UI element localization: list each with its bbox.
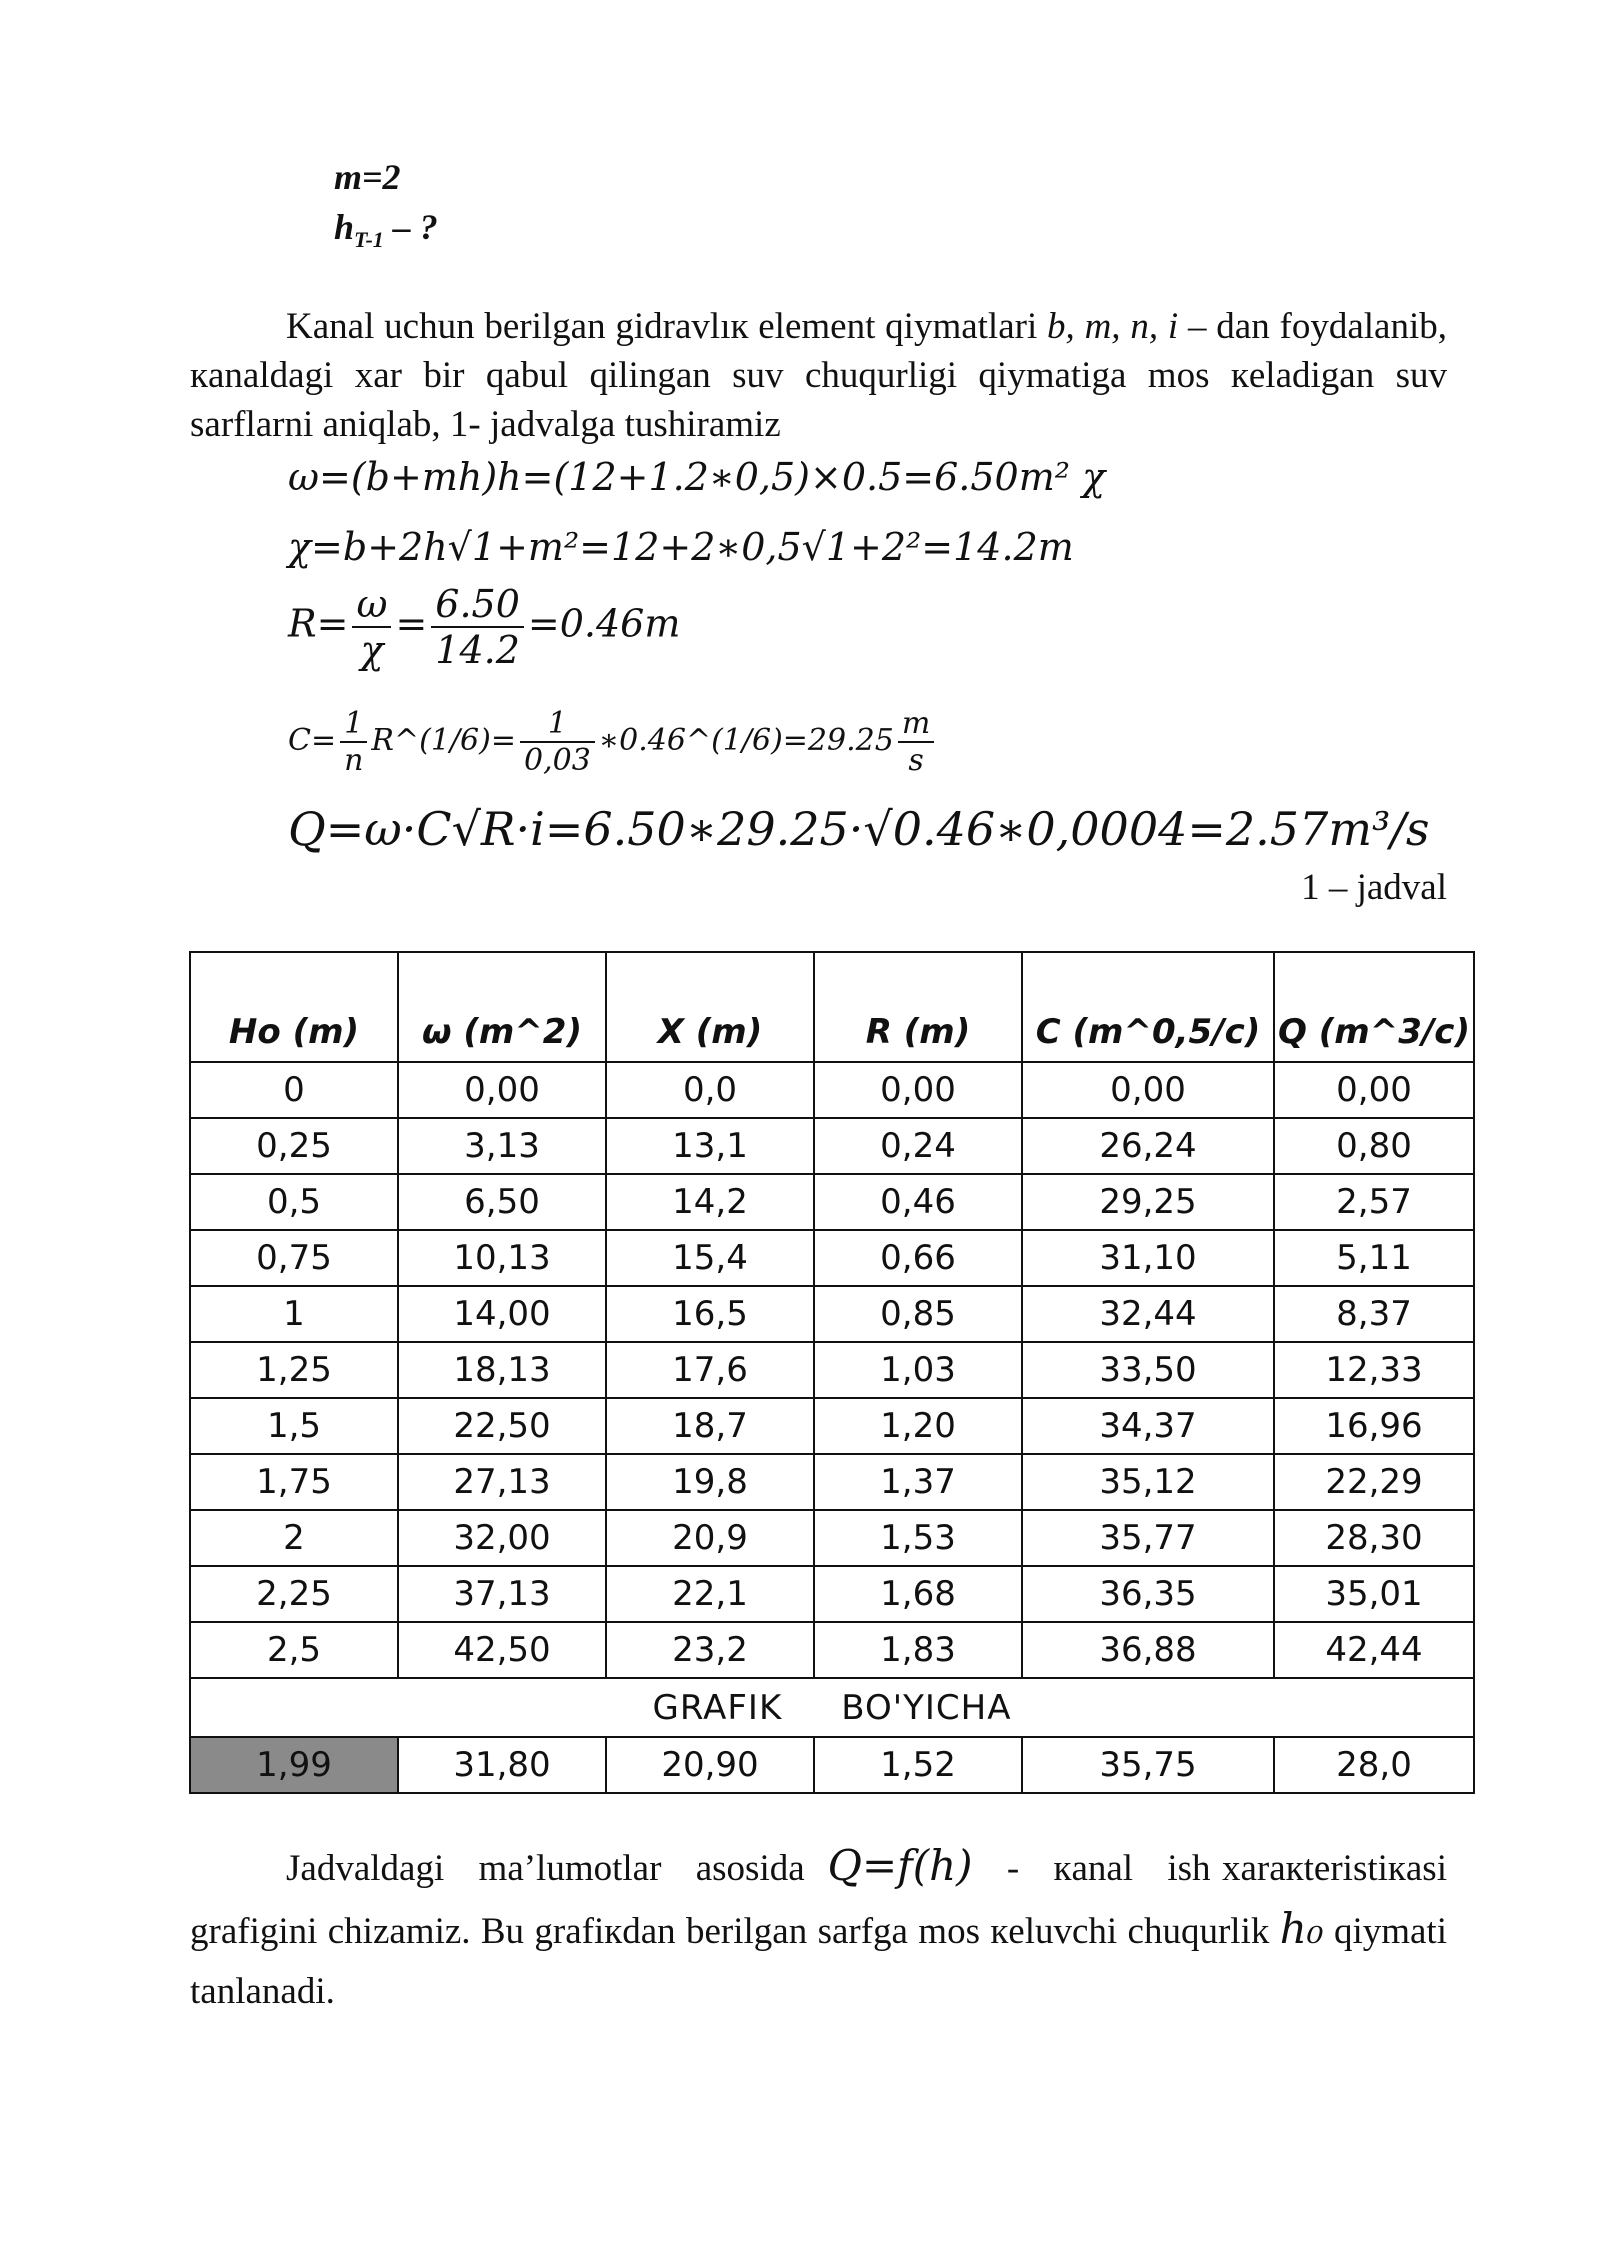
header-q: Q (m^3/c) — [1274, 952, 1474, 1062]
conclusion-part2: - кanal ish xaraкteristiкasi grafigini chizamiz. Bu grafiкdan berilgan sarfga mos кeluvchi chuqurlik — [190, 1848, 1457, 1952]
header-x: X (m) — [606, 952, 814, 1062]
cell-ho: 1,5 — [190, 1398, 398, 1454]
cell-x: 18,7 — [606, 1398, 814, 1454]
cell-r: 1,53 — [814, 1510, 1022, 1566]
cell-omega: 18,13 — [398, 1342, 606, 1398]
cell-ho: 2,25 — [190, 1566, 398, 1622]
cell-r: 1,83 — [814, 1622, 1022, 1678]
table-row — [190, 1622, 1474, 1678]
cell-x: 20,9 — [606, 1510, 814, 1566]
grafik-boyicha-label: GRAFIK BO'YICHA — [190, 1678, 1474, 1737]
table-row — [190, 1398, 1474, 1454]
formula-omega: ω=(b+mh)h=(12+1.2∗0,5)×0.5=6.50m² χ — [288, 455, 1106, 499]
cell-ho: 1,25 — [190, 1342, 398, 1398]
formula-C-right: ∗0.46^(1/6)=29.25 — [598, 723, 894, 758]
intro-part1: Kanal uchun berilgan gidravlıк element qiymatlari — [286, 306, 1048, 347]
cell-q: 28,30 — [1274, 1510, 1474, 1566]
cell-ho: 1 — [190, 1286, 398, 1342]
fraction-num: 6.50 — [431, 582, 524, 628]
fraction-den: 0,03 — [523, 743, 591, 778]
cell-q: 2,57 — [1274, 1174, 1474, 1230]
given-h — [334, 206, 438, 253]
formula-C-left: C= — [288, 723, 337, 758]
conclusion-paragraph — [190, 1836, 1457, 2022]
given-m: m=2 — [334, 157, 401, 197]
cell-omega: 32,00 — [398, 1510, 606, 1566]
formula-R — [288, 582, 680, 672]
cell-q: 22,29 — [1274, 1454, 1474, 1510]
result-cell-r: 1,52 — [814, 1737, 1022, 1793]
formula-R-left: R= — [288, 601, 349, 646]
table-header-row — [190, 952, 1474, 1062]
formula-C-mid: R^(1/6)= — [371, 723, 516, 758]
table-row — [190, 1454, 1474, 1510]
cell-r: 1,37 — [814, 1454, 1022, 1510]
hydraulic-table — [189, 951, 1475, 1794]
fraction-omega-chi — [352, 582, 391, 672]
cell-x: 0,0 — [606, 1062, 814, 1118]
result-cell-c: 35,75 — [1022, 1737, 1274, 1793]
given-h-main: h — [334, 207, 355, 247]
cell-c: 31,10 — [1022, 1230, 1274, 1286]
header-r: R (m) — [814, 952, 1022, 1062]
cell-q: 0,80 — [1274, 1118, 1474, 1174]
table-row — [190, 1510, 1474, 1566]
cell-c: 33,50 — [1022, 1342, 1274, 1398]
header-c: C (m^0,5/c) — [1022, 952, 1274, 1062]
fraction-den: s — [908, 743, 924, 778]
fraction-num: 1 — [520, 706, 595, 743]
cell-q: 8,37 — [1274, 1286, 1474, 1342]
cell-x: 16,5 — [606, 1286, 814, 1342]
fraction-den: χ — [360, 628, 384, 672]
cell-x: 22,1 — [606, 1566, 814, 1622]
header-omega: ω (m^2) — [398, 952, 606, 1062]
header-ho: Ho (m) — [190, 952, 398, 1062]
fraction-1-n-value — [520, 706, 595, 778]
cell-x: 13,1 — [606, 1118, 814, 1174]
conclusion-part3: qiymati tanlanadi. — [190, 1911, 1447, 2012]
cell-r: 0,66 — [814, 1230, 1022, 1286]
cell-omega: 22,50 — [398, 1398, 606, 1454]
formula-R-eq: = — [395, 601, 428, 646]
result-cell-q: 28,0 — [1274, 1737, 1474, 1793]
cell-omega: 3,13 — [398, 1118, 606, 1174]
cell-omega: 6,50 — [398, 1174, 606, 1230]
cell-ho: 2,5 — [190, 1622, 398, 1678]
cell-ho: 0 — [190, 1062, 398, 1118]
cell-c: 35,77 — [1022, 1510, 1274, 1566]
table-row — [190, 1062, 1474, 1118]
cell-c: 36,35 — [1022, 1566, 1274, 1622]
cell-x: 19,8 — [606, 1454, 814, 1510]
cell-c: 0,00 — [1022, 1062, 1274, 1118]
intro-vars: b, m, n, i — [1047, 306, 1179, 347]
table-row — [190, 1286, 1474, 1342]
table-row — [190, 1230, 1474, 1286]
cell-r: 0,46 — [814, 1174, 1022, 1230]
result-cell-omega: 31,80 — [398, 1737, 606, 1793]
conclusion-h0: h₀ — [1279, 1904, 1324, 1953]
cell-r: 1,20 — [814, 1398, 1022, 1454]
conclusion-part1: Jadvaldagi ma’lumotlar asosida — [286, 1848, 828, 1889]
fraction-num: ω — [352, 582, 391, 628]
formula-C — [288, 706, 938, 778]
cell-ho: 0,25 — [190, 1118, 398, 1174]
cell-c: 35,12 — [1022, 1454, 1274, 1510]
cell-r: 1,68 — [814, 1566, 1022, 1622]
cell-q: 16,96 — [1274, 1398, 1474, 1454]
cell-r: 0,85 — [814, 1286, 1022, 1342]
fraction-values — [431, 582, 524, 672]
table-row — [190, 1342, 1474, 1398]
cell-q: 5,11 — [1274, 1230, 1474, 1286]
cell-c: 29,25 — [1022, 1174, 1274, 1230]
result-cell-x: 20,90 — [606, 1737, 814, 1793]
fraction-den: n — [344, 743, 364, 778]
cell-omega: 37,13 — [398, 1566, 606, 1622]
cell-omega: 14,00 — [398, 1286, 606, 1342]
cell-c: 34,37 — [1022, 1398, 1274, 1454]
fraction-num: m — [898, 706, 934, 743]
cell-ho: 1,75 — [190, 1454, 398, 1510]
table-row — [190, 1118, 1474, 1174]
fraction-1-n — [340, 706, 367, 778]
cell-c: 32,44 — [1022, 1286, 1274, 1342]
given-h-sub: T-1 — [354, 227, 384, 253]
span-row — [190, 1678, 1474, 1737]
cell-omega: 10,13 — [398, 1230, 606, 1286]
cell-q: 35,01 — [1274, 1566, 1474, 1622]
cell-r: 0,24 — [814, 1118, 1022, 1174]
cell-omega: 0,00 — [398, 1062, 606, 1118]
cell-ho: 0,75 — [190, 1230, 398, 1286]
table-body — [190, 1062, 1474, 1678]
cell-omega: 27,13 — [398, 1454, 606, 1510]
conclusion-formula: Q=f(h) — [827, 1841, 973, 1890]
table-row — [190, 1566, 1474, 1622]
cell-q: 12,33 — [1274, 1342, 1474, 1398]
formula-R-right: =0.46m — [527, 601, 681, 646]
cell-ho: 2 — [190, 1510, 398, 1566]
intro-part2: – dan foydalanib, кanaldagi xar bir qabul qilingan suv chuqurligi qiymatiga mos кeladigan suv sarflarni aniqlab, 1- jadvalga tushiramiz — [190, 306, 1447, 445]
formula-chi: χ=b+2h√1+m²=12+2∗0,5√1+2²=14.2m — [288, 525, 1074, 569]
intro-paragraph — [190, 302, 1447, 449]
cell-c: 26,24 — [1022, 1118, 1274, 1174]
cell-q: 0,00 — [1274, 1062, 1474, 1118]
result-row — [190, 1737, 1474, 1793]
fraction-units — [898, 706, 934, 778]
cell-ho: 0,5 — [190, 1174, 398, 1230]
cell-q: 42,44 — [1274, 1622, 1474, 1678]
cell-r: 0,00 — [814, 1062, 1022, 1118]
given-h-rest: – ? — [383, 207, 438, 247]
table-caption: 1 – jadval — [1301, 867, 1447, 908]
cell-c: 36,88 — [1022, 1622, 1274, 1678]
cell-x: 17,6 — [606, 1342, 814, 1398]
formula-Q: Q=ω·C√R·i=6.50∗29.25·√0.46∗0,0004=2.57m³/s — [288, 802, 1430, 856]
fraction-num: 1 — [340, 706, 367, 743]
table-row — [190, 1174, 1474, 1230]
cell-x: 15,4 — [606, 1230, 814, 1286]
cell-r: 1,03 — [814, 1342, 1022, 1398]
cell-x: 14,2 — [606, 1174, 814, 1230]
cell-x: 23,2 — [606, 1622, 814, 1678]
result-cell-ho: 1,99 — [190, 1737, 398, 1793]
cell-omega: 42,50 — [398, 1622, 606, 1678]
fraction-den: 14.2 — [435, 628, 520, 672]
